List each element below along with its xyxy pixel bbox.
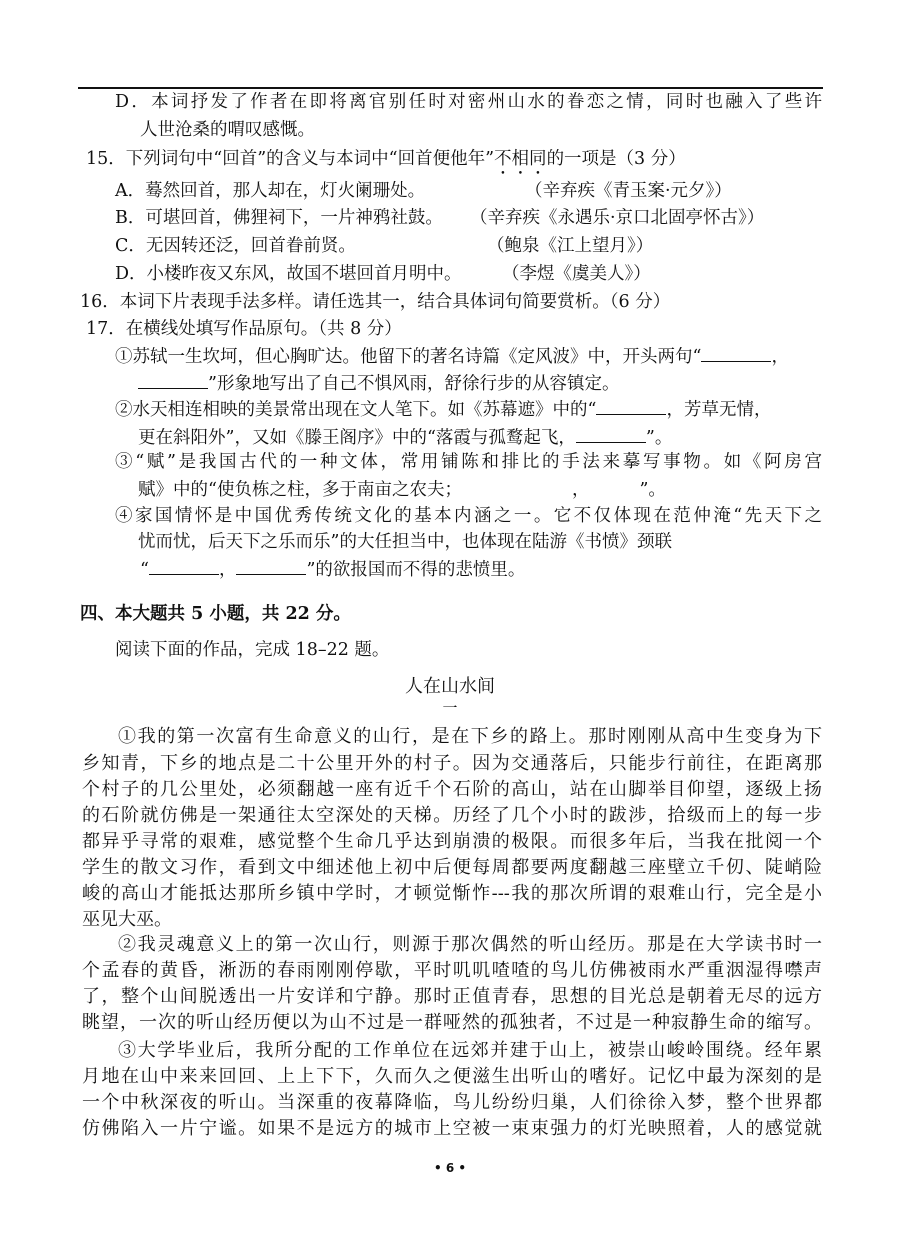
q15-stem (86, 148, 686, 179)
q17-item2-line1 (115, 398, 771, 421)
article-line: ③大学毕业后，我所分配的工作单位在远郊并建于山上，被崇山峻岭围绕。经年累 (118, 1040, 822, 1061)
article-line: 学生的散文习作，看到文中细述他上初中后便每周都要两度翻越三座壁立千仞、陡峭险 (82, 857, 822, 878)
q17-item3-comma: ， (571, 480, 590, 500)
article-line: 的石阶就仿佛是一架通往太空深处的天梯。历经了几个小时的跋涉，拾级而上的每一步 (82, 805, 822, 826)
q17-item3-text: 赋》中的“使负栋之柱，多于南亩之农夫； (138, 480, 462, 500)
article-line: ①我的第一次富有生命意义的山行，是在下乡的路上。那时刚刚从高中生变身为下 (118, 726, 822, 747)
article-line: 仿佛陷入一片宁谧。如果不是远方的城市上空被一束束强力的灯光映照着，人的感觉就 (82, 1118, 822, 1139)
q17-item1-line1 (115, 345, 789, 368)
q15-stem-emphasis: 不相同 (494, 149, 547, 169)
q17-item4-line3 (140, 558, 525, 581)
q17-item1-text: ①苏轼一生坎坷，但心胸旷达。他留下的著名诗篇《定风波》中，开头两句“ (115, 347, 702, 367)
article-title: 人在山水间 (405, 676, 495, 697)
q15-option-d-source: （李煜《虞美人》） (502, 264, 651, 284)
article-line: 月地在山中来来回回、上上下下，久而久之便滋生出听山的嗜好。记忆中最为深刻的是 (82, 1066, 822, 1087)
q17-item2-text-mid: ，芳草无情， (666, 400, 772, 420)
answer-blank[interactable] (149, 558, 219, 575)
article-line: 都异乎寻常的艰难，感觉整个生命几乎达到崩溃的极限。而很多年后，当我在批阅一个 (82, 831, 822, 852)
q17-item2-text-end: ”。 (645, 428, 673, 448)
answer-blank[interactable] (596, 398, 666, 415)
q17-item2-text: ②水天相连相映的美景常出现在文人笔下。如《苏幕遮》中的“ (115, 400, 597, 420)
q17-item3-line2 (138, 479, 666, 501)
q17-item1-text-end: ”形象地写出了自己不惧风雨，舒徐行步的从容镇定。 (208, 374, 620, 394)
top-rule (78, 87, 823, 89)
q15-option-a-source: （辛弃疾《青玉案·元夕》） (525, 181, 732, 201)
article-line: 了，整个山间脱透出一片安详和宁静。那时正值青春，思想的目光总是朝着无尽的远方 (82, 986, 822, 1007)
q15-option-d: D．小楼昨夜又东风，故国不堪回首月明中。 (115, 264, 462, 284)
article-line: 巫见大巫。 (82, 909, 172, 930)
q17-stem: 17．在横线处填写作品原句。（共 8 分） (86, 319, 402, 339)
q17-item4-line2: 忧而忧，后天下之乐而乐”的大任担当中，也体现在陆游《书愤》颈联 (138, 532, 672, 552)
q15-option-a: A．蓦然回首，那人却在，灯火阑珊处。 (115, 181, 426, 201)
q15-option-b: B．可堪回首，佛狸祠下，一片神鸦社鼓。 (115, 208, 443, 228)
q15-stem-end: 的一项是（3 分） (546, 149, 686, 169)
section-heading: 四、本大题共 5 小题，共 22 分。 (80, 604, 351, 624)
page-number: • 6 • (433, 1161, 467, 1175)
article-line: ②我灵魂意义上的第一次山行，则源于那次偶然的听山经历。那是在大学读书时一 (118, 934, 822, 955)
answer-blank[interactable] (138, 372, 208, 389)
q16-stem: 16．本词下片表现手法多样。请任选其一，结合具体词句简要赏析。（6 分） (80, 292, 671, 312)
q17-item3-line1: ③“赋”是我国古代的一种文体，常用铺陈和排比的手法来摹写事物。如《阿房宫 (115, 452, 822, 472)
article-line: 乡知青，下乡的地点是二十公里开外的村子。因为交通落后，只能步行前往，在距离那 (82, 753, 822, 774)
q17-item4-line1: ④家国情怀是中国优秀传统文化的基本内涵之一。它不仅体现在范仲淹“先天下之 (115, 506, 822, 526)
article-line: 峻的高山才能抵达那所乡镇中学时，才顿觉惭怍---我的那次所谓的艰难山行，完全是小 (82, 883, 822, 904)
q17-item4-text-end: ”的欲报国而不得的悲愤里。 (306, 560, 526, 580)
answer-blank[interactable] (701, 345, 771, 362)
q17-item1-comma: ， (771, 347, 789, 367)
answer-blank[interactable] (576, 426, 646, 443)
q17-item2-line2 (138, 426, 672, 449)
q15-option-c: C．无因转还泛，回首眷前贤。 (115, 236, 356, 256)
q17-item4-comma: ， (218, 560, 237, 580)
q15-option-c-source: （鲍泉《江上望月》） (487, 236, 654, 256)
article-line: 一个中秋深夜的听山。当深重的夜幕降临，鸟儿纷纷归巢，人们徐徐入梦，整个世界都 (82, 1092, 822, 1113)
q15-stem-start: 15．下列词句中“回首”的含义与本词中“回首便他年” (86, 149, 495, 169)
section-instruction: 阅读下面的作品，完成 18–22 题。 (115, 640, 390, 660)
article-line: 个孟春的黄昏，淅沥的春雨刚刚停歇，平时叽叽喳喳的鸟儿仿佛被雨水严重洇湿得噤声 (82, 960, 822, 981)
q17-item2-text-2: 更在斜阳外”，又如《滕王阁序》中的“落霞与孤鹜起飞， (138, 428, 576, 448)
article-line: 眺望，一次的听山经历便以为山不过是一群哑然的孤独者，不过是一种寂静生命的缩写。 (82, 1012, 822, 1033)
q17-item1-line2 (138, 372, 619, 395)
q17-item4-quote: “ (140, 560, 149, 580)
q15-option-b-source: （辛弃疾《永遇乐·京口北固亭怀古》） (470, 208, 765, 228)
q17-item3-end: ”。 (639, 480, 666, 500)
article-line: 个村子的几公里处，必须翻越一座有近千个石阶的高山，站在山脚举目仰望，逐级上扬 (82, 779, 822, 800)
answer-blank[interactable] (236, 558, 306, 575)
q14-option-d-line1: D．本词抒发了作者在即将离官别任时对密州山水的眷恋之情，同时也融入了些许 (115, 92, 822, 112)
q14-option-d-line2: 人世沧桑的喟叹感慨。 (140, 120, 315, 140)
article-part-number: 一 (442, 699, 458, 717)
